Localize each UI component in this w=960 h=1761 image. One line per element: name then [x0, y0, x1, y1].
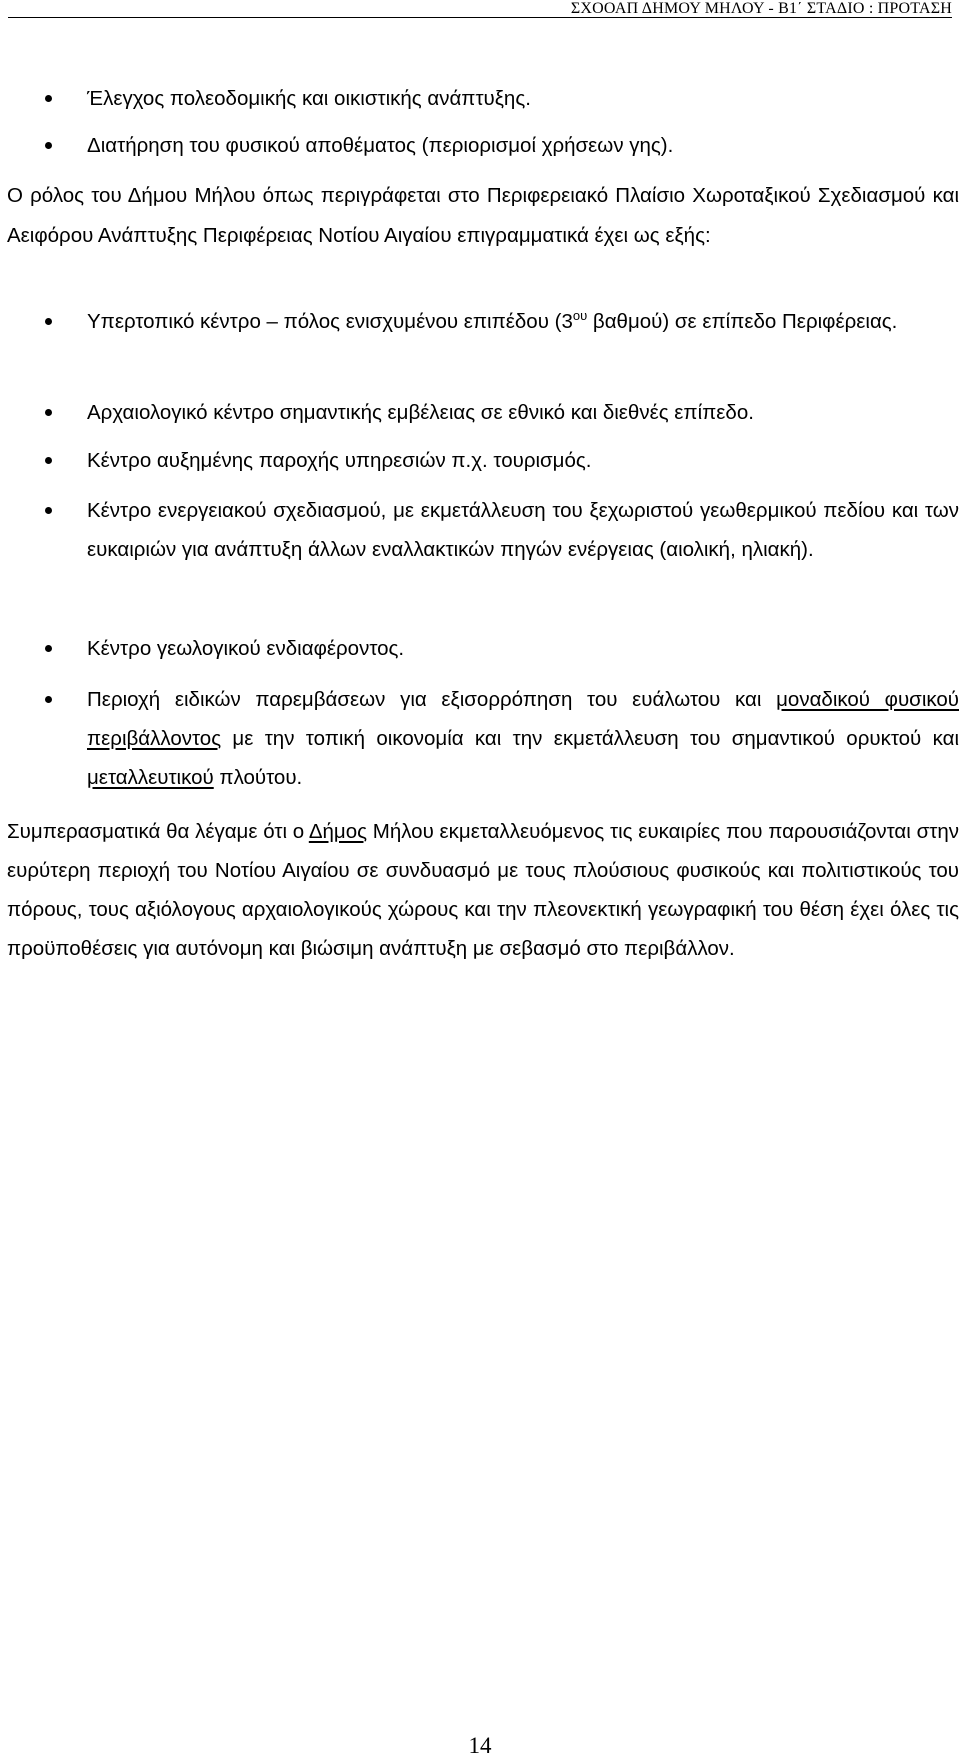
underlined-text: μεταλλευτικού — [87, 766, 214, 789]
running-header — [8, 0, 952, 18]
list-item-text: Κέντρο γεωλογικού ενδιαφέροντος. — [87, 637, 405, 660]
list-item-text: Κέντρο αυξημένης παροχής υπηρεσιών π.χ. τουρισμός. — [87, 449, 592, 472]
bullet-icon — [45, 142, 52, 149]
underlined-text: μοναδικού φυσικού περιβάλλοντος — [87, 688, 959, 750]
bullet-icon — [45, 696, 52, 703]
underlined-text: Δήμος — [308, 820, 367, 843]
conclusion-paragraph: Συμπερασματικά θα λέγαμε ότι ο Δήμος Μήλου εκμεταλλευόμενος τις ευκαιρίες που παρουσιάζονται στην ευρύτερη περιοχή του Νοτίου Αιγαίου σε συνδυασμό με τους πλούσιους φυσικούς και πολιτιστικούς του πόρους, τους αξιόλογους αρχαιολογικούς χώρους και την πλεονεκτική γεωγραφική του θέση έχει όλες τις προϋποθέσεις για αυτόνομη και βιώσιμη ανάπτυξη με σεβασμό στο περιβάλλον. — [7, 820, 959, 960]
bullet-icon — [45, 457, 52, 464]
page-number: 14 — [468, 1733, 492, 1758]
list-item-text: Έλεγχος πολεοδομικής και οικιστικής ανάπτυξης. — [87, 87, 531, 110]
bullet-icon — [45, 318, 52, 325]
bullet-icon — [45, 409, 52, 416]
superscript: ου — [572, 308, 588, 323]
running-header-title: ΣΧΟΟΑΠ ΔΗΜΟΥ ΜΗΛΟΥ - Β1΄ ΣΤΑΔΙΟ : ΠΡΟΤΑΣΗ — [570, 0, 952, 17]
list-item-text: Περιοχή ειδικών παρεμβάσεων για εξισορρόπηση του ευάλωτου και μοναδικού φυσικού περιβάλλοντος με την τοπική οικονομία και την εκμετάλλευση του σημαντικού ορυκτού και μεταλλευτικού πλούτου. — [87, 688, 959, 789]
list-item-text: Υπερτοπικό κέντρο – πόλος ενισχυμένου επιπέδου ($3^{o\upsilon}$ βαθμού) σε επίπεδο Περιφέρειας. — [87, 308, 898, 333]
list-item-text: Αρχαιολογικό κέντρο σημαντικής εμβέλειας σε εθνικό και διεθνές επίπεδο. — [87, 401, 754, 424]
bullet-icon — [45, 95, 52, 102]
list-item-text: Κέντρο ενεργειακού σχεδιασμού, με εκμετάλλευση του ξεχωριστού γεωθερμικού πεδίου και των ευκαιριών για ανάπτυξη άλλων εναλλακτικών πηγών ενέργειας (αιολική, ηλιακή). — [87, 499, 959, 561]
intro-paragraph: Ο ρόλος του Δήμου Μήλου όπως περιγράφεται στο Περιφερειακό Πλαίσιο Χωροταξικού Σχεδιασμού και Αειφόρου Ανάπτυξης Περιφέρειας Νοτίου Αιγαίου επιγραμματικά έχει ως εξής: — [7, 184, 959, 247]
bullet-icon — [45, 645, 52, 652]
bullet-icon — [45, 507, 52, 514]
list-item-text: Διατήρηση του φυσικού αποθέματος (περιορισμοί χρήσεων γης). — [87, 134, 674, 157]
